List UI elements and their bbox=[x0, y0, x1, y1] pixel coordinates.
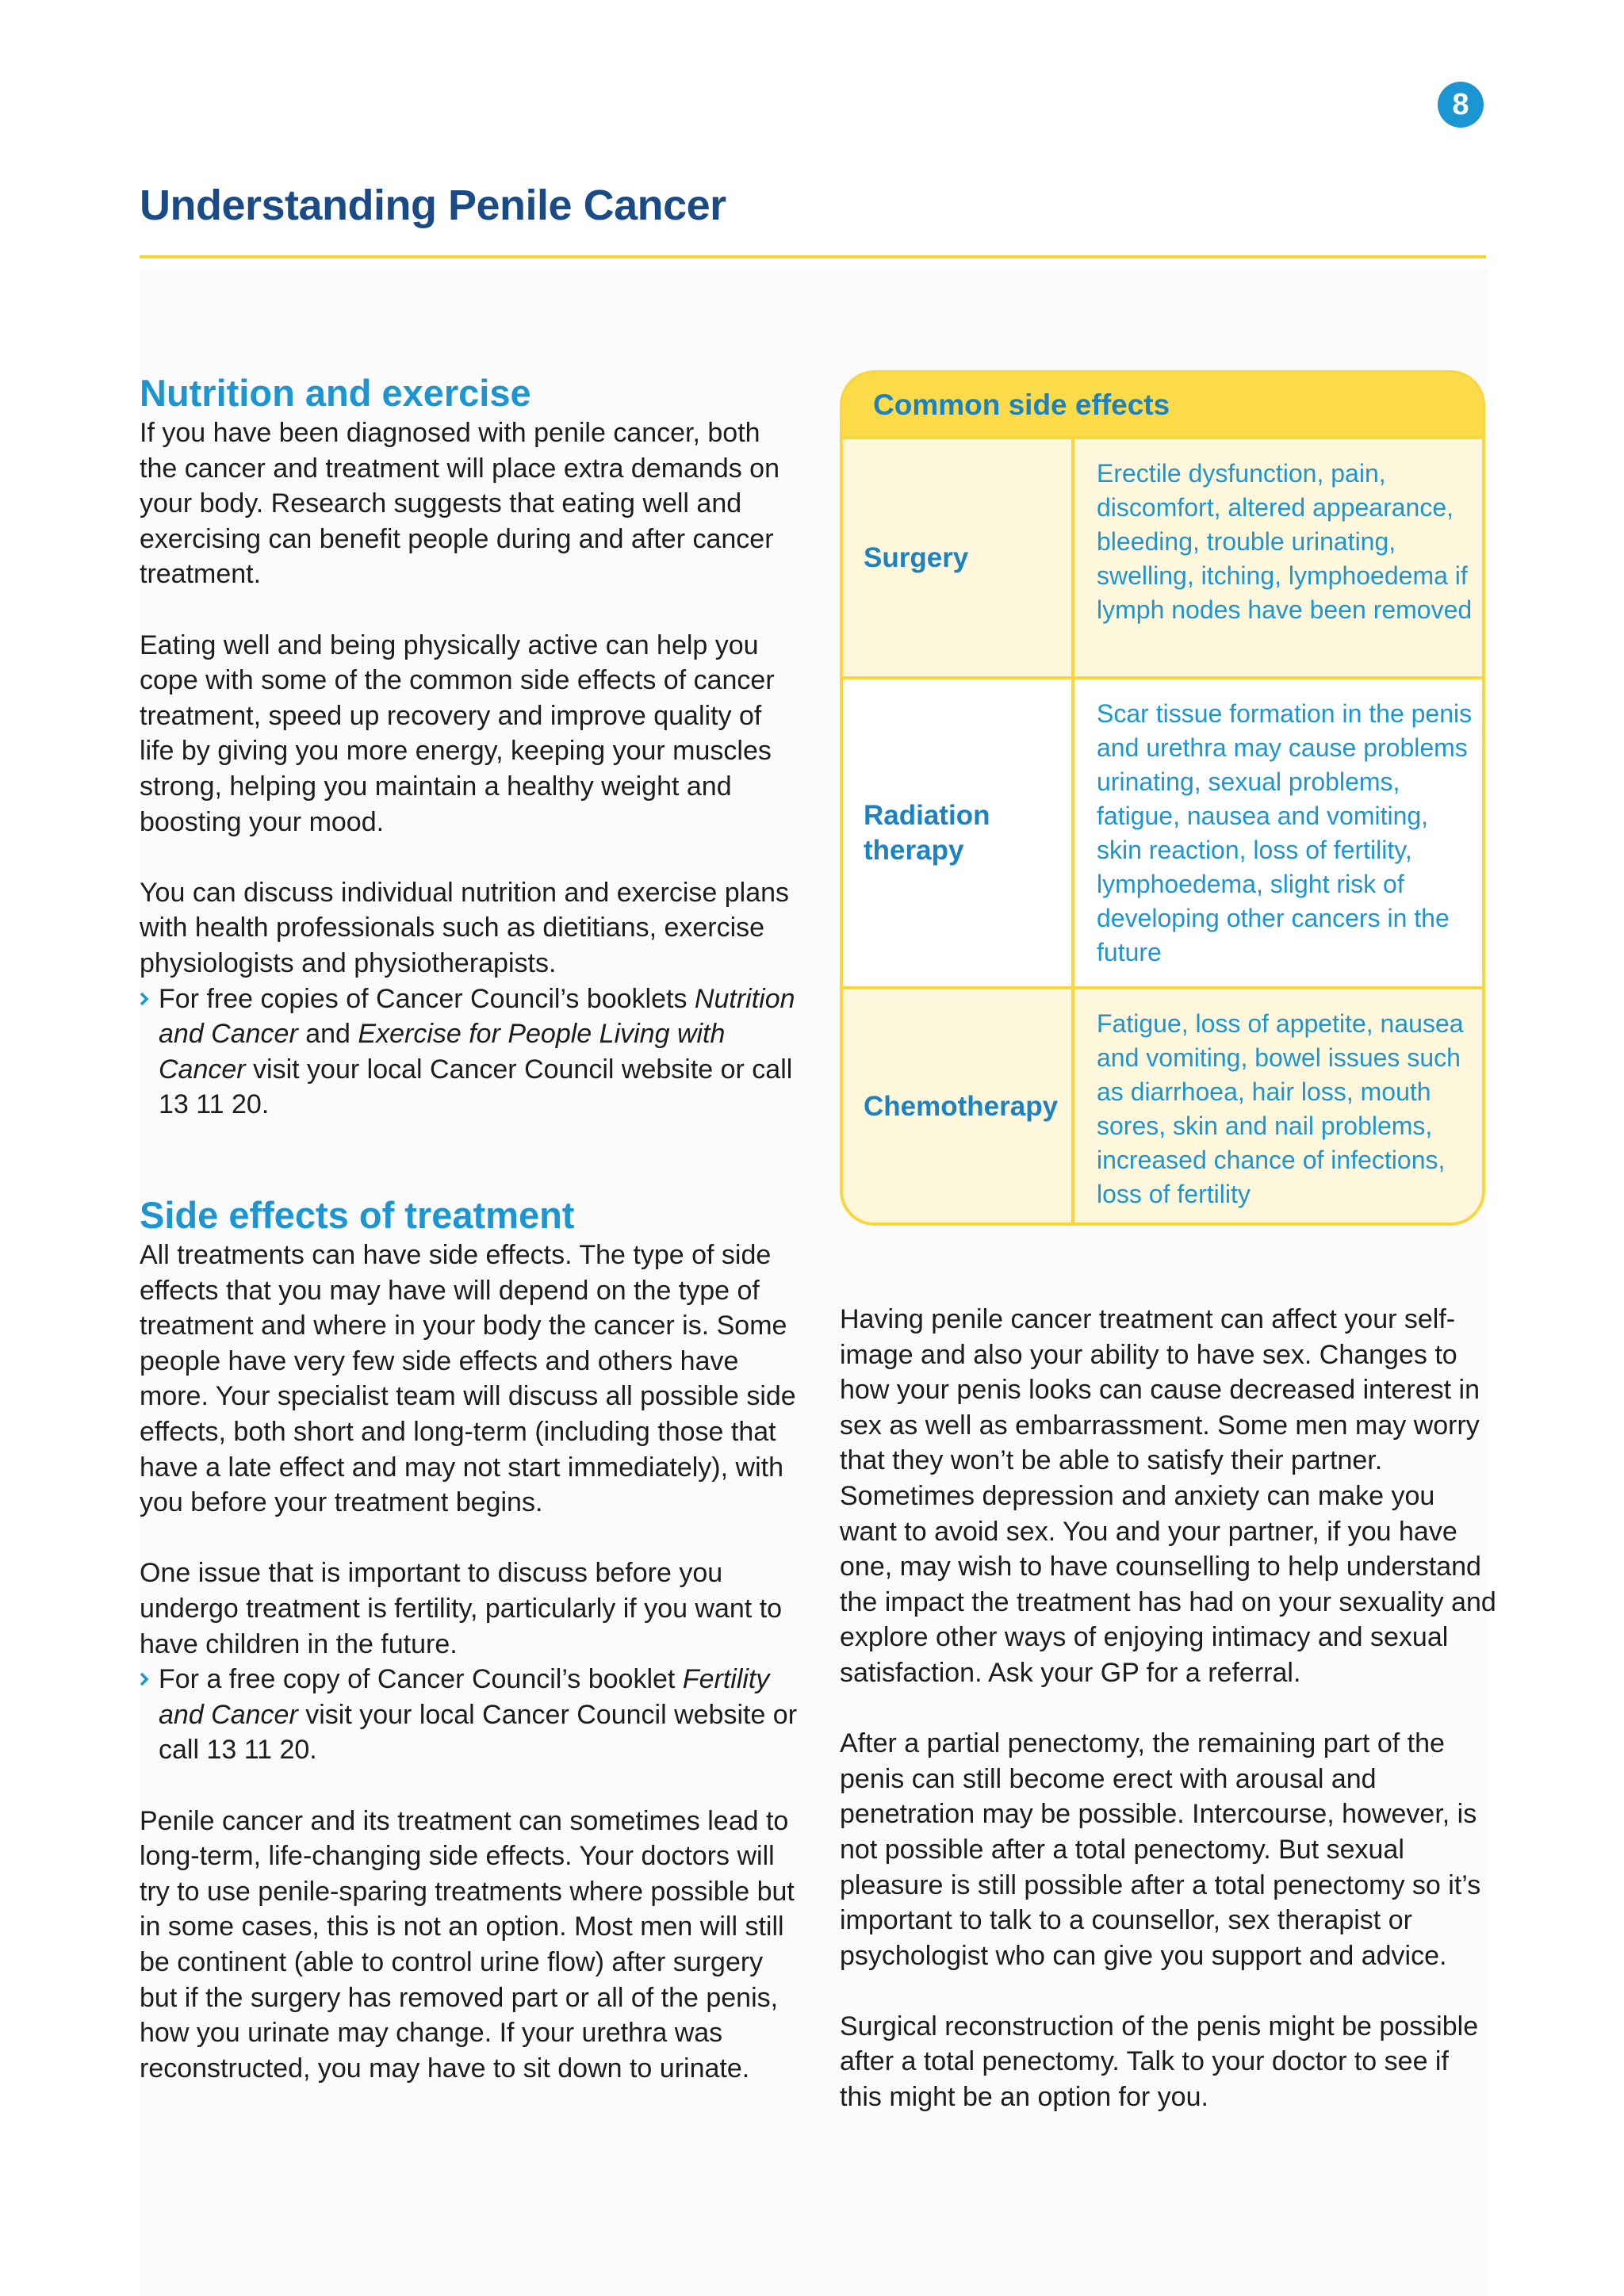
side-effects-paragraph-1: All treatments can have side effects. The type of side effects that you may have will depend on the type of treatment and where in your body the cancer is. Some people have very few side effects and others have more. Your specialist team will discuss all possible side effects, both short and long-term (including those that have a late effect and may not start immediately), with you before your treatment begins. bbox=[140, 1240, 796, 1518]
table-row bbox=[843, 436, 1482, 676]
effects-text: Scar tissue formation in the penis and urethra may cause problems urinating, sexual problems, fatigue, nausea and vomiting, skin reaction, loss of fertility, lymphoedema, slight risk of developing other cancers in the future bbox=[1097, 699, 1473, 966]
effects-text: Fatigue, loss of appetite, nausea and vomiting, bowel issues such as diarrhoea, hair loss, mouth sores, skin and nail problems, increased chance of infections, loss of fertility bbox=[1097, 1009, 1464, 1208]
tip-text: visit your local Cancer Council website or call 13 11 20. bbox=[159, 1699, 798, 1766]
booklet-title: Exercise for People Living with Cancer bbox=[159, 1019, 726, 1085]
tip-text: visit your local Cancer Council website or call 13 11 20. bbox=[159, 1054, 793, 1120]
sexuality-paragraph-2: After a partial penectomy, the remaining part of the penis can still become erect with arousal and penetration may be possible. Intercourse, however, is not possible after a total penectomy. But sexual pleasure is still possible after a total penectomy so it’s important to talk to a counsellor, sex therapist or psychologist who can give you support and advice. bbox=[840, 1728, 1481, 1971]
table-row bbox=[843, 986, 1482, 1224]
nutrition-paragraph-3: You can discuss individual nutrition and exercise plans with health professionals such as dietitians, exercise physiologists and physiotherapists. bbox=[140, 877, 790, 978]
arrow-right-icon bbox=[140, 992, 149, 1006]
nutrition-heading: Nutrition and exercise bbox=[140, 372, 531, 414]
treatment-label: Surgery bbox=[843, 439, 1074, 676]
left-column bbox=[140, 371, 798, 2086]
table-title: Common side effects bbox=[843, 373, 1482, 436]
nutrition-paragraph-1: If you have been diagnosed with penile cancer, both the cancer and treatment will place extra demands on your body. Research suggests that eating well and exercising can benefit people during and after cancer treatment. bbox=[140, 418, 780, 590]
page-number-badge: 8 bbox=[1438, 82, 1484, 128]
nutrition-booklet-tip bbox=[140, 982, 798, 1123]
title-divider bbox=[140, 255, 1486, 258]
section-spacer bbox=[140, 1158, 798, 1193]
sexuality-paragraph-3: Surgical reconstruction of the penis might be possible after a total penectomy. Talk to your doctor to see if this might be an option for you. bbox=[840, 2011, 1479, 2113]
fertility-booklet-tip bbox=[140, 1662, 798, 1768]
tip-text: and bbox=[297, 1019, 358, 1050]
tip-text: For a free copy of Cancer Council’s booklet bbox=[159, 1664, 683, 1695]
side-effects-heading: Side effects of treatment bbox=[140, 1194, 575, 1237]
common-side-effects-table bbox=[840, 370, 1485, 1226]
right-column bbox=[840, 1302, 1498, 2115]
table-row bbox=[843, 676, 1482, 986]
side-effects-paragraph-2: One issue that is important to discuss before you undergo treatment is fertility, particularly if you want to have children in the future. bbox=[140, 1558, 783, 1659]
nutrition-paragraph-2: Eating well and being physically active can help you cope with some of the common side effects of cancer treatment, speed up recovery and improve quality of life by giving you more energy, keeping your muscles strong, helping you maintain a healthy weight and boosting your mood. bbox=[140, 629, 775, 837]
page-title: Understanding Penile Cancer bbox=[140, 182, 726, 229]
side-effects-paragraph-3: Penile cancer and its treatment can sometimes lead to long-term, life-changing side effects. Your doctors will try to use penile-sparing treatments where possible but in some cases, this is not an option. Most men will still be continent (able to control urine flow) after surgery but if the surgery has removed part or all of the penis, how you urinate may change. If your urethra was reconstructed, you may have to sit down to urinate. bbox=[140, 1805, 795, 2084]
treatment-label: Radiation therapy bbox=[843, 679, 1074, 986]
sexuality-paragraph-1: Having penile cancer treatment can affect your self-image and also your ability to have sex. Changes to how your penis looks can cause decreased interest in sex as well as embarrassment. Some men may worry that they won’t be able to satisfy their partner. Sometimes depression and anxiety can make you want to avoid sex. You and your partner, if you have one, may wish to have counselling to help understand the impact the treatment has had on your sexuality and explore other ways of enjoying intimacy and sexual satisfaction. Ask your GP for a referral. bbox=[840, 1304, 1496, 1688]
booklet-title: Fertility and Cancer bbox=[159, 1664, 770, 1730]
effects-text: Erectile dysfunction, pain, discomfort, altered appearance, bleeding, trouble urinating, swelling, itching, lymphoedema if lymph nodes have been removed bbox=[1097, 459, 1473, 624]
arrow-right-icon bbox=[140, 1672, 149, 1686]
treatment-label: Chemotherapy bbox=[843, 989, 1074, 1224]
tip-text: For free copies of Cancer Council’s booklets bbox=[159, 983, 695, 1014]
booklet-title: Nutrition and Cancer bbox=[159, 983, 795, 1050]
